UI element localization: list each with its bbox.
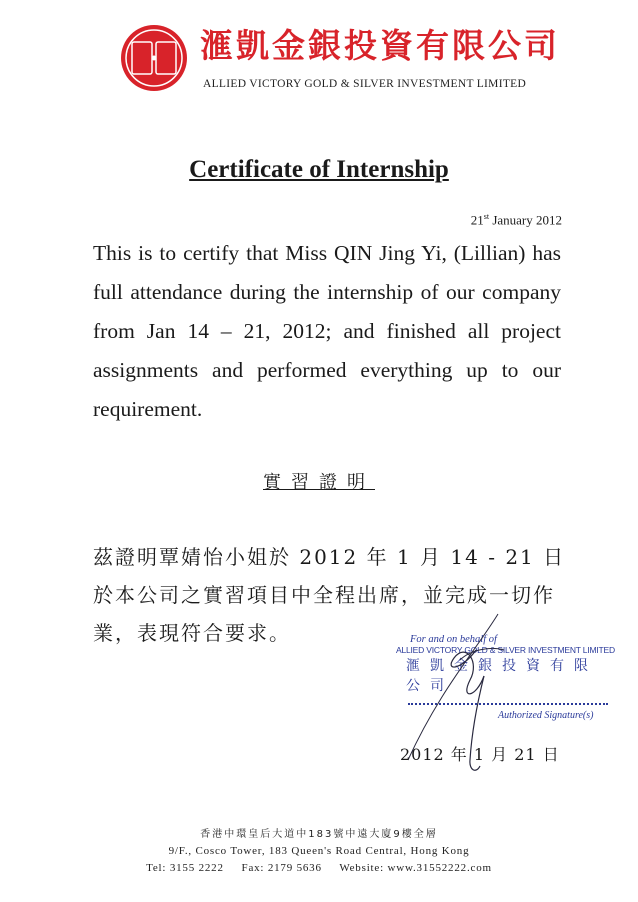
certificate-title-zh: 實習證明 xyxy=(263,472,375,493)
footer-address-en: 9/F., Cosco Tower, 183 Queen's Road Central, Hong Kong xyxy=(168,845,470,857)
certificate-body-zh: 茲證明覃婧怡小姐於 2012 年 1 月 14 - 21 日於本公司之實習項目中全程出席，並完成一切作業，表現符合要求。 xyxy=(93,545,566,645)
certificate-date xyxy=(471,212,562,228)
company-name-en: ALLIED VICTORY GOLD & SILVER INVESTMENT LIMITED xyxy=(203,78,527,90)
date-suffix: st xyxy=(483,212,490,221)
date-rest: January 2012 xyxy=(489,212,562,228)
footer-contact: Tel: 3155 2222 Fax: 2179 5636 Website: www.31552222.com xyxy=(146,862,492,874)
chop-for-text: For and on behalf of xyxy=(410,634,497,645)
certificate-body-en: This is to certify that Miss QIN Jing Yi, (Lillian) has full attendance during the internship of our company from Jan 14 – 21, 2012; and finished all project assignments and performed everything up to our requirement. xyxy=(93,241,561,421)
signature-date: 2012 年 1 月 21 日 xyxy=(400,745,560,764)
footer-address-zh: 香港中環皇后大道中183號中遠大廈9樓全層 xyxy=(200,829,438,840)
company-name-zh: 滙凱金銀投資有限公司 xyxy=(200,26,560,65)
chop-company-zh: 滙凱金銀投資有限公司 xyxy=(406,658,598,694)
authorized-signature-label: Authorized Signature(s) xyxy=(498,710,594,721)
company-logo-seal-icon xyxy=(120,24,188,92)
date-day: 21 xyxy=(470,212,484,228)
certificate-title: Certificate of Internship xyxy=(189,156,449,183)
chop-company-en: ALLIED VICTORY GOLD & SILVER INVESTMENT LIMITED xyxy=(396,645,615,655)
footer xyxy=(0,826,638,877)
